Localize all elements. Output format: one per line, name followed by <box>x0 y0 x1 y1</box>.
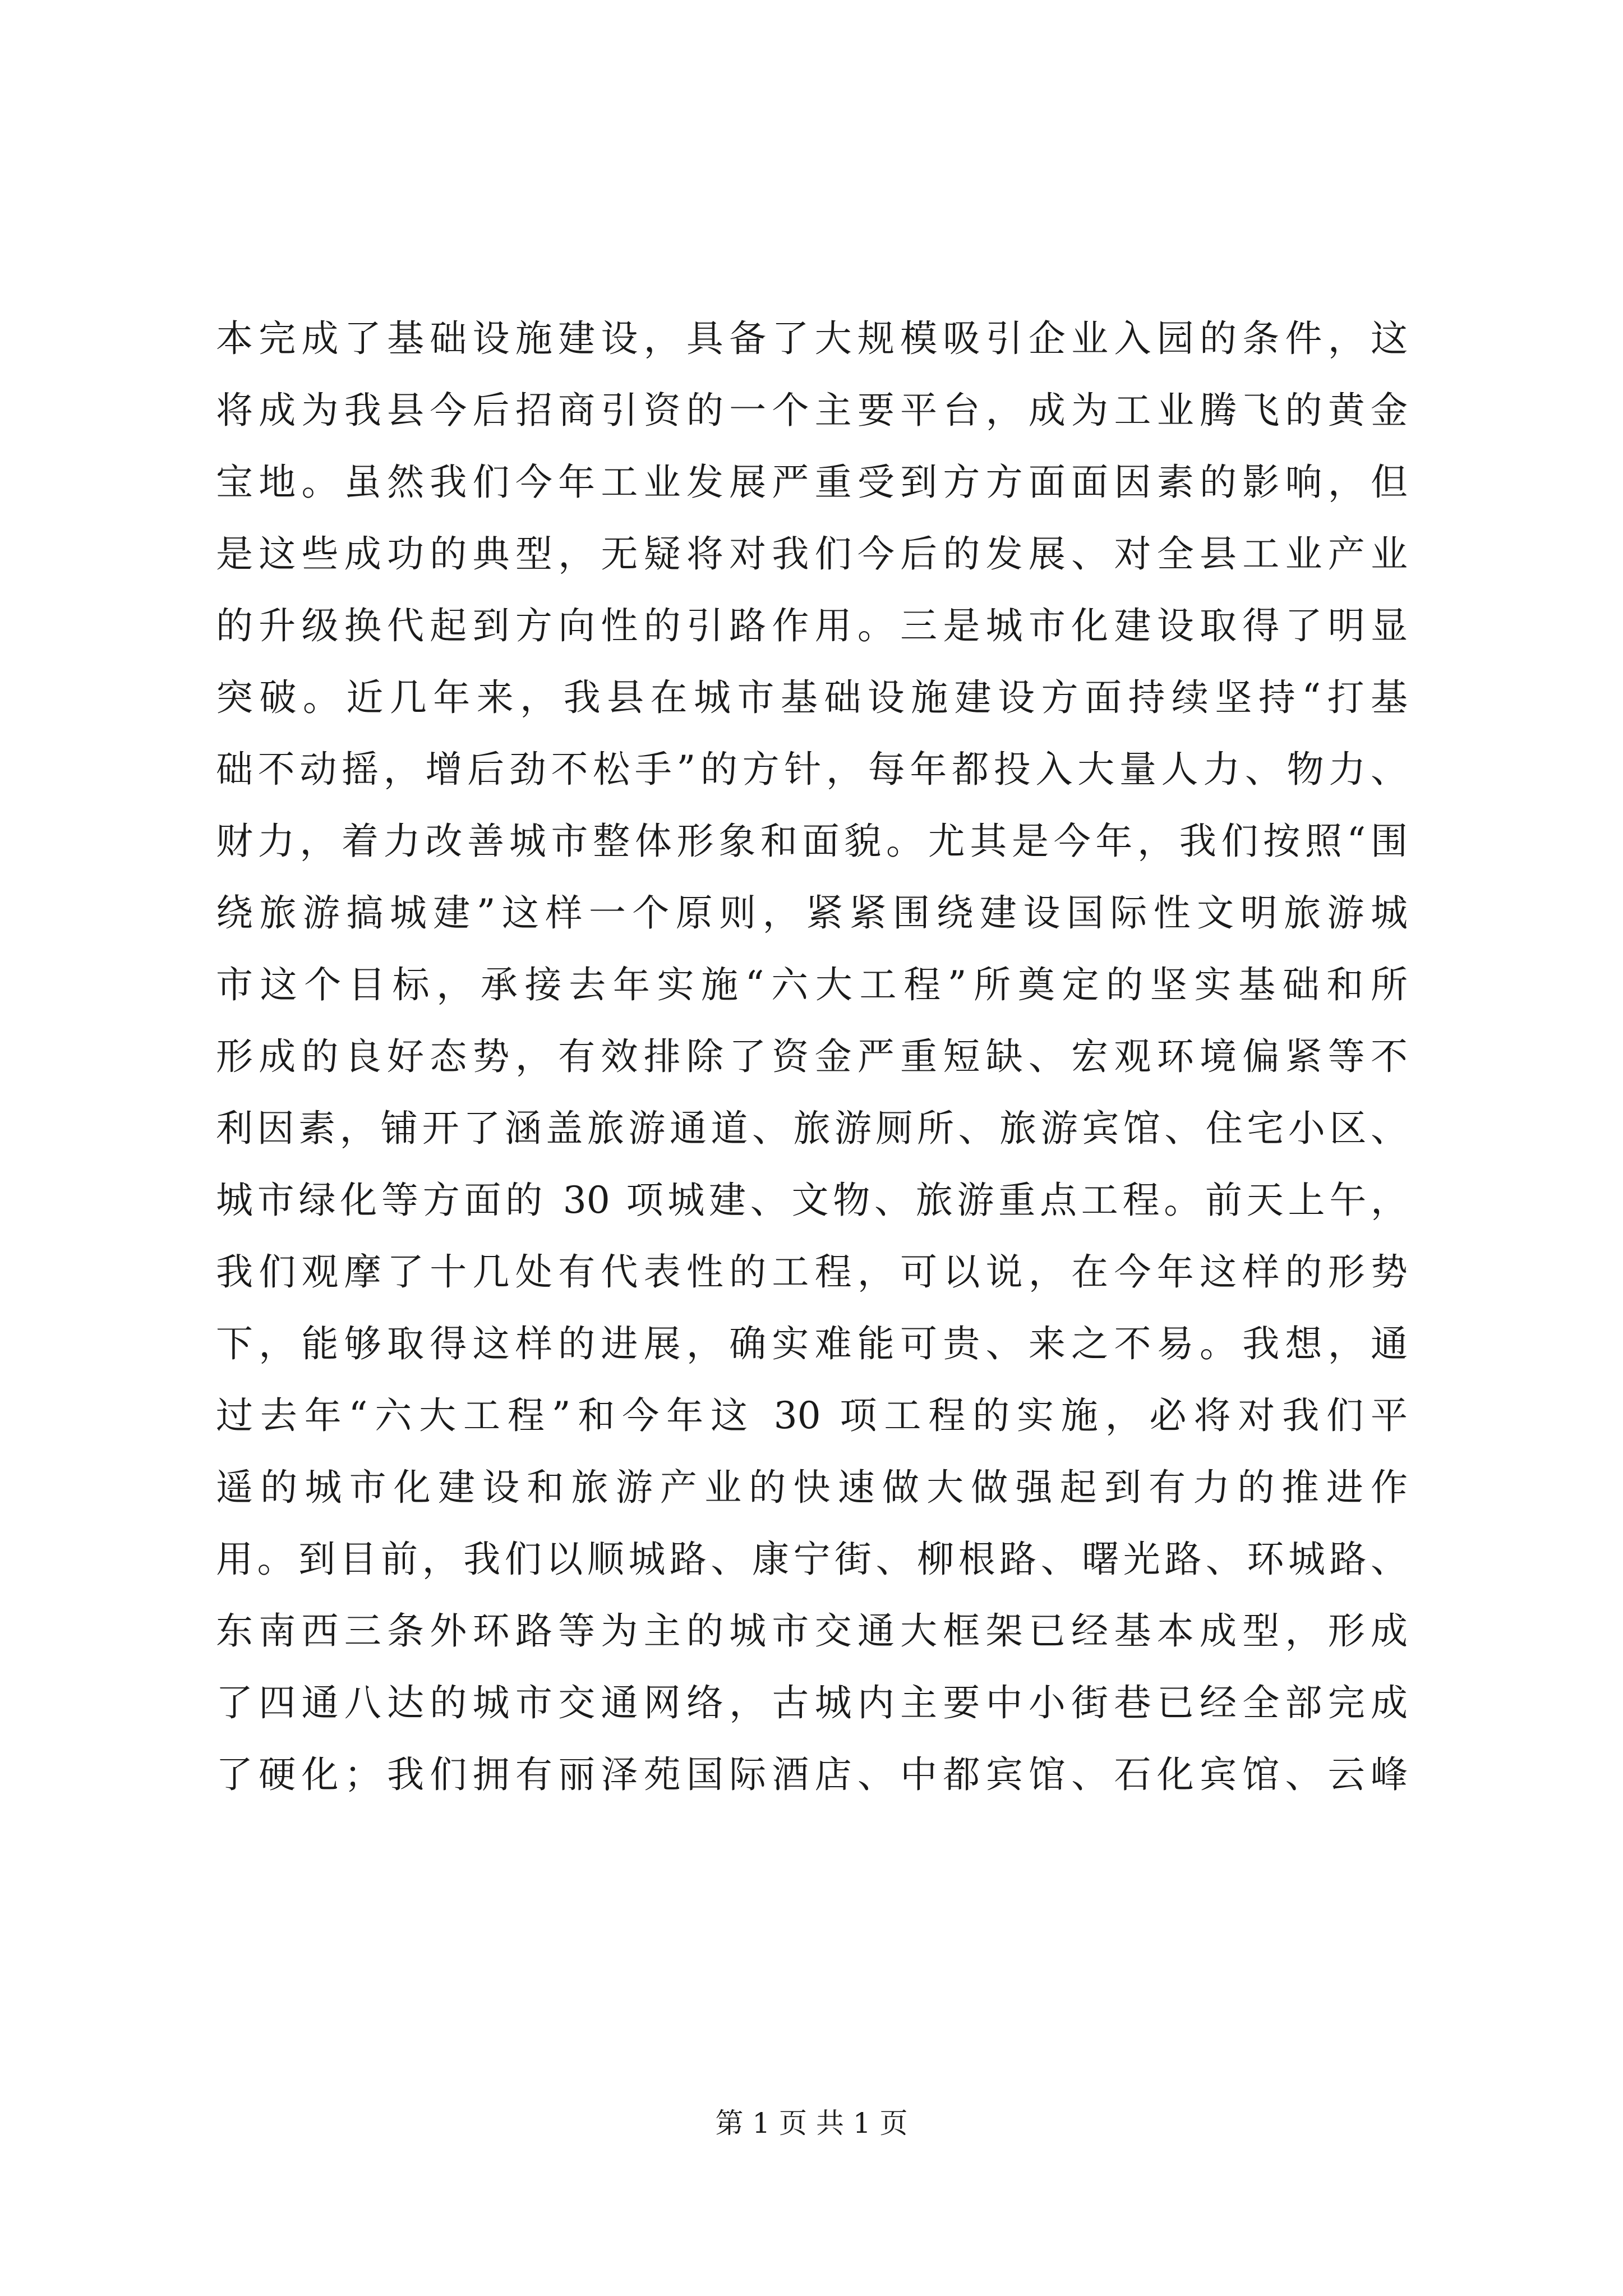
text-line: 城市绿化等方面的 30 项城建、文物、旅游重点工程。前天上午， <box>216 1179 1408 1222</box>
text-line: 市这个目标，承接去年实施“六大工程”所奠定的坚实基础和所 <box>216 963 1408 1006</box>
text-line: 我们观摩了十几处有代表性的工程，可以说，在今年这样的形势 <box>216 1250 1408 1294</box>
text-line: 利因素，铺开了涵盖旅游通道、旅游厕所、旅游宾馆、住宅小区、 <box>216 1107 1408 1150</box>
text-line: 下，能够取得这样的进展，确实难能可贵、来之不易。我想，通 <box>216 1322 1408 1365</box>
text-line: 的升级换代起到方向性的引路作用。三是城市化建设取得了明显 <box>216 604 1408 647</box>
text-line: 本完成了基础设施建设，具备了大规模吸引企业入园的条件，这 <box>216 317 1408 360</box>
text-line: 了四通八达的城市交通网络，古城内主要中小街巷已经全部完成 <box>216 1681 1408 1724</box>
text-line: 东南西三条外环路等为主的城市交通大框架已经基本成型，形成 <box>216 1609 1408 1653</box>
text-line: 形成的良好态势，有效排除了资金严重短缺、宏观环境偏紧等不 <box>216 1035 1408 1078</box>
text-line: 绕旅游搞城建”这样一个原则，紧紧围绕建设国际性文明旅游城 <box>216 891 1408 935</box>
text-line: 用。到目前，我们以顺城路、康宁街、柳根路、曙光路、环城路、 <box>216 1538 1408 1581</box>
text-line: 财力，着力改善城市整体形象和面貌。尤其是今年，我们按照“围 <box>216 820 1408 863</box>
text-line: 遥的城市化建设和旅游产业的快速做大做强起到有力的推进作 <box>216 1466 1408 1509</box>
text-line: 宝地。虽然我们今年工业发展严重受到方方面面因素的影响，但 <box>216 461 1408 504</box>
text-line: 了硬化；我们拥有丽泽苑国际酒店、中都宾馆、石化宾馆、云峰 <box>216 1753 1408 1796</box>
text-line: 是这些成功的典型，无疑将对我们今后的发展、对全县工业产业 <box>216 532 1408 576</box>
text-line: 将成为我县今后招商引资的一个主要平台，成为工业腾飞的黄金 <box>216 389 1408 432</box>
text-line: 突破。近几年来，我县在城市基础设施建设方面持续坚持“打基 <box>216 676 1408 719</box>
body-text <box>216 303 1408 1811</box>
text-line: 过去年“六大工程”和今年这 30 项工程的实施，必将对我们平 <box>216 1394 1408 1437</box>
page-footer: 第 1 页 共 1 页 <box>715 2107 908 2139</box>
text-line: 础不动摇，增后劲不松手”的方针，每年都投入大量人力、物力、 <box>216 748 1408 791</box>
